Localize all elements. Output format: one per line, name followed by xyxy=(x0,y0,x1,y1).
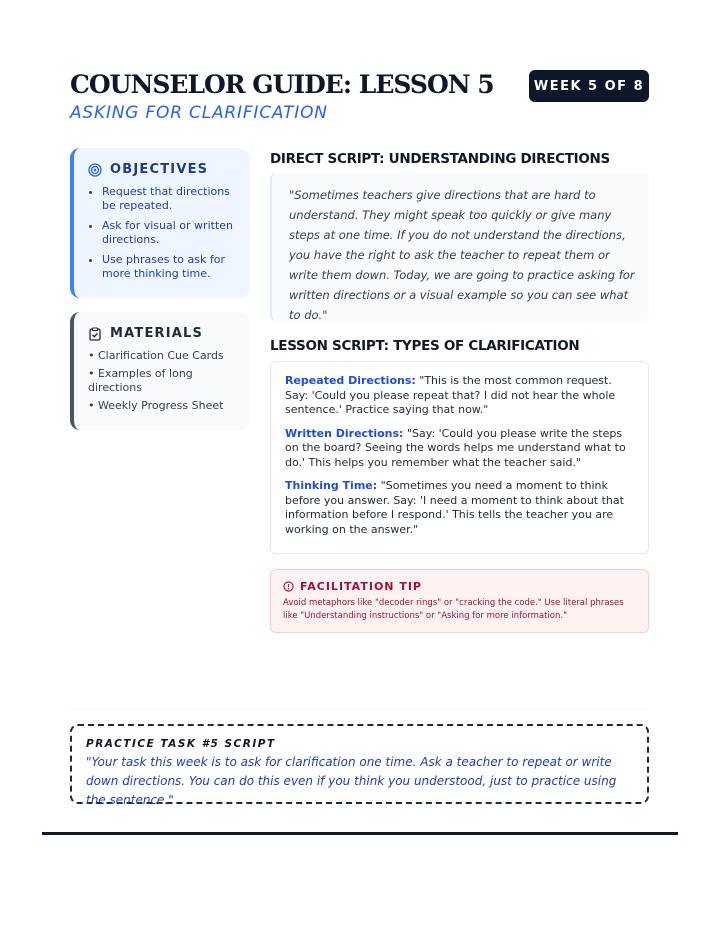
objective-item: • Use phrases to ask for more thinking time. xyxy=(102,253,238,281)
week-badge: WEEK 5 OF 8 xyxy=(529,70,649,102)
materials-list xyxy=(88,349,240,413)
target-icon xyxy=(88,163,102,177)
materials-title: MATERIALS xyxy=(110,326,204,341)
lesson-script-title: LESSON SCRIPT: TYPES OF CLARIFICATION xyxy=(270,338,580,354)
material-item: • Examples of long directions xyxy=(88,367,193,394)
footer-rule xyxy=(42,832,678,835)
objectives-card xyxy=(70,148,250,298)
material-item: • Weekly Progress Sheet xyxy=(88,399,224,412)
clarification-type-text: "This is the most common request. Say: 'Could you please repeat that? I did not hear the whole sentence.' Practice saying that now." xyxy=(285,374,616,416)
clarification-type-text: "Sometimes you need a moment to think before you answer. Say: 'I need a moment to think about that information before I respond.' This tells the teacher you are working on the answer." xyxy=(285,479,624,536)
clarification-type-item xyxy=(285,374,636,418)
objective-item: • Ask for visual or written directions. xyxy=(102,219,238,247)
clarification-type-text: "Say: 'Could you please write the steps on the board? Seeing the words helps me understand what to do.' This helps you remember what the teacher said." xyxy=(285,426,626,469)
materials-header xyxy=(88,326,240,341)
materials-card xyxy=(70,312,250,430)
clarification-type-name: Repeated Directions: xyxy=(285,374,416,387)
material-item: • Clarification Cue Cards xyxy=(88,349,224,362)
facilitation-tip-header xyxy=(283,580,636,593)
page-subtitle: ASKING FOR CLARIFICATION xyxy=(70,103,328,123)
facilitation-tip-text: Avoid metaphors like "decoder rings" or "cracking the code." Use literal phrases like "Understanding instructions" or "Asking for more information." xyxy=(283,598,624,621)
objectives-title: OBJECTIVES xyxy=(110,162,209,177)
practice-task-text: "Your task this week is to ask for clarification one time. Ask a teacher to repeat or write down directions. You can do this even if you think you understood, just to practice using the sentence." xyxy=(86,755,617,807)
clarification-types-box xyxy=(270,361,649,554)
objectives-header xyxy=(88,162,238,177)
clarification-type-name: Written Directions: xyxy=(285,426,404,440)
clarification-type-item xyxy=(285,479,636,537)
section-divider xyxy=(70,708,649,709)
clarification-type-name: Thinking Time: xyxy=(285,479,378,492)
objectives-list xyxy=(88,185,238,281)
objective-item: • Request that directions be repeated. xyxy=(102,185,238,213)
practice-task-box xyxy=(70,724,649,807)
facilitation-tip-box xyxy=(270,569,649,633)
direct-script-title: DIRECT SCRIPT: UNDERSTANDING DIRECTIONS xyxy=(270,151,610,167)
page-title: COUNSELOR GUIDE: LESSON 5 xyxy=(70,70,494,99)
facilitation-tip-title: FACILITATION TIP xyxy=(300,580,422,593)
info-circle-icon xyxy=(283,581,294,592)
practice-task-title: PRACTICE TASK #5 SCRIPT xyxy=(86,738,276,750)
clipboard-check-icon xyxy=(88,327,102,341)
direct-script-quote: "Sometimes teachers give directions that are hard to understand. They might speak too quickly or give many steps at one time. If you do not understand the directions, you have the right to ask the teacher to repeat them or write them down. Today, we are going to practice asking for written directions or a visual example so you can see what to do." xyxy=(270,173,649,321)
clarification-type-item xyxy=(285,427,636,471)
